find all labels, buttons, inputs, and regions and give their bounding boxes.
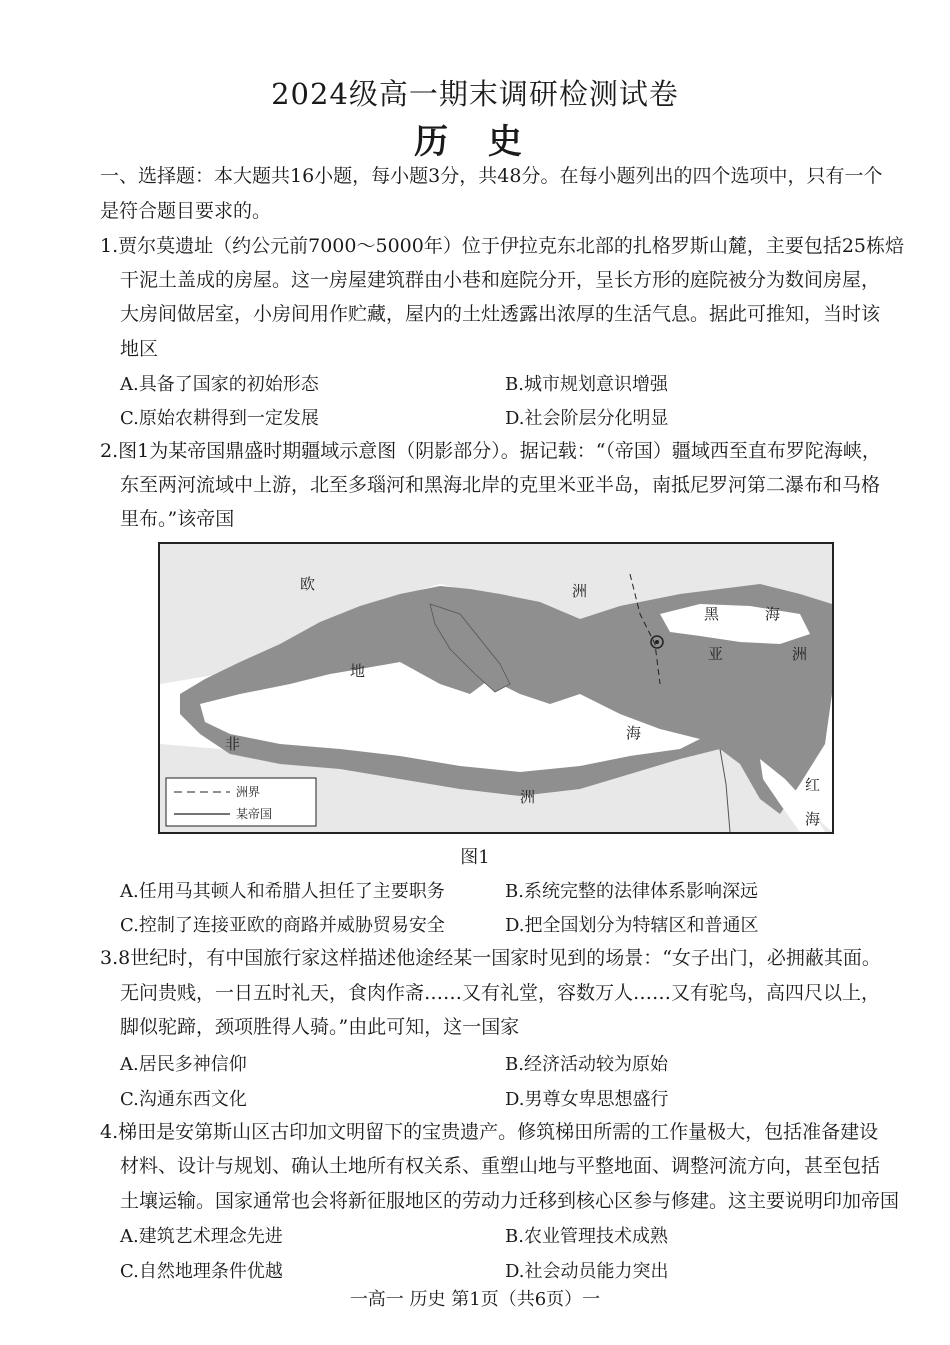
q3-line3: 脚似驼蹄，颈项胜得人骑。”由此可知，这一国家	[120, 1016, 520, 1038]
q3-option-d[interactable]: D.男尊女卑思想盛行	[505, 1089, 669, 1110]
q2-option-d[interactable]: D.把全国划分为特辖区和普通区	[505, 915, 759, 936]
label-af2: 洲	[520, 788, 536, 806]
label-med1: 地	[350, 662, 366, 680]
q4-option-b[interactable]: B.农业管理技术成熟	[505, 1226, 668, 1247]
label-af1: 非	[225, 735, 241, 753]
q1-option-d[interactable]: D.社会阶层分化明显	[505, 408, 669, 429]
q3-option-a[interactable]: A.居民多神信仰	[120, 1054, 247, 1075]
label-black1: 黑	[704, 605, 720, 623]
q3-option-c[interactable]: C.沟通东西文化	[120, 1089, 247, 1110]
q2-option-c[interactable]: C.控制了连接亚欧的商路并威胁贸易安全	[120, 915, 445, 936]
label-med2: 海	[626, 724, 642, 742]
map-caption: 图1	[460, 847, 490, 868]
label-black2: 海	[765, 605, 781, 623]
q4-line3: 土壤运输。国家通常也会将新征服地区的劳动力迁移到核心区参与修建。这主要说明印加帝国	[120, 1190, 900, 1212]
legend-continent-border: 洲界	[236, 785, 261, 799]
empire-map	[158, 542, 834, 834]
q2-line3: 里布。”该帝国	[120, 508, 235, 530]
q1-option-b[interactable]: B.城市规划意识增强	[505, 374, 668, 395]
q2-option-b[interactable]: B.系统完整的法律体系影响深远	[505, 881, 758, 902]
q2-line2: 东至两河流域中上游，北至多瑙河和黑海北岸的克里米亚半岛，南抵尼罗河第二瀑布和马格	[120, 474, 881, 496]
empire-map-svg	[160, 544, 832, 832]
q3-line2: 无问贵贱，一日五时礼天，食肉作斋……又有礼堂，容数万人……又有驼鸟，高四尺以上，	[120, 982, 881, 1004]
q1-line1: 1.贾尔莫遗址（约公元前7000～5000年）位于伊拉克东北部的扎格罗斯山麓，主要包括25栋焙	[100, 235, 905, 257]
label-eu1: 欧	[300, 575, 316, 593]
page-footer: 一高一 历史 第1页（共6页）一	[349, 1289, 601, 1310]
section-instruction-line1: 一、选择题：本大题共16小题，每小题3分，共48分。在每小题列出的四个选项中，只有一个	[100, 165, 883, 187]
legend-empire: 某帝国	[236, 807, 273, 821]
q1-line2: 干泥土盖成的房屋。这一房屋建筑群由小巷和庭院分开，呈长方形的庭院被分为数间房屋，	[120, 269, 881, 291]
q4-option-a[interactable]: A.建筑艺术理念先进	[120, 1226, 283, 1247]
q1-option-c[interactable]: C.原始农耕得到一定发展	[120, 408, 319, 429]
q4-option-d[interactable]: D.社会动员能力突出	[505, 1261, 669, 1282]
label-red1: 红	[805, 776, 821, 794]
label-red2: 海	[805, 810, 821, 828]
q1-line4: 地区	[120, 338, 159, 360]
exam-title: 2024级高一期末调研检测试卷	[271, 77, 679, 111]
subject-title: 历 史	[414, 122, 536, 162]
q1-option-a[interactable]: A.具备了国家的初始形态	[120, 374, 319, 395]
q1-line3: 大房间做居室，小房间用作贮藏，屋内的土灶透露出浓厚的生活气息。据此可推知，当时该	[120, 303, 881, 325]
q3-line1: 3.8世纪时，有中国旅行家这样描述他途经某一国家时见到的场景：“女子出门，必拥蔽其面。	[100, 947, 881, 969]
q4-line2: 材料、设计与规划、确认土地所有权关系、重塑山地与平整地面、调整河流方向，甚至包括	[120, 1155, 881, 1177]
section-instruction-line2: 是符合题目要求的。	[100, 200, 272, 222]
q2-option-a[interactable]: A.任用马其顿人和希腊人担任了主要职务	[120, 881, 445, 902]
label-asia2: 洲	[792, 645, 808, 663]
q4-line1: 4.梯田是安第斯山区古印加文明留下的宝贵遗产。修筑梯田所需的工作量极大，包括准备建设	[100, 1121, 879, 1143]
label-eu2: 洲	[572, 582, 588, 600]
q3-option-b[interactable]: B.经济活动较为原始	[505, 1054, 668, 1075]
label-asia1: 亚	[708, 645, 724, 663]
q4-option-c[interactable]: C.自然地理条件优越	[120, 1261, 283, 1282]
q2-line1: 2.图1为某帝国鼎盛时期疆域示意图（阴影部分）。据记载：“（帝国）疆域西至直布罗陀海峡，	[100, 440, 881, 462]
